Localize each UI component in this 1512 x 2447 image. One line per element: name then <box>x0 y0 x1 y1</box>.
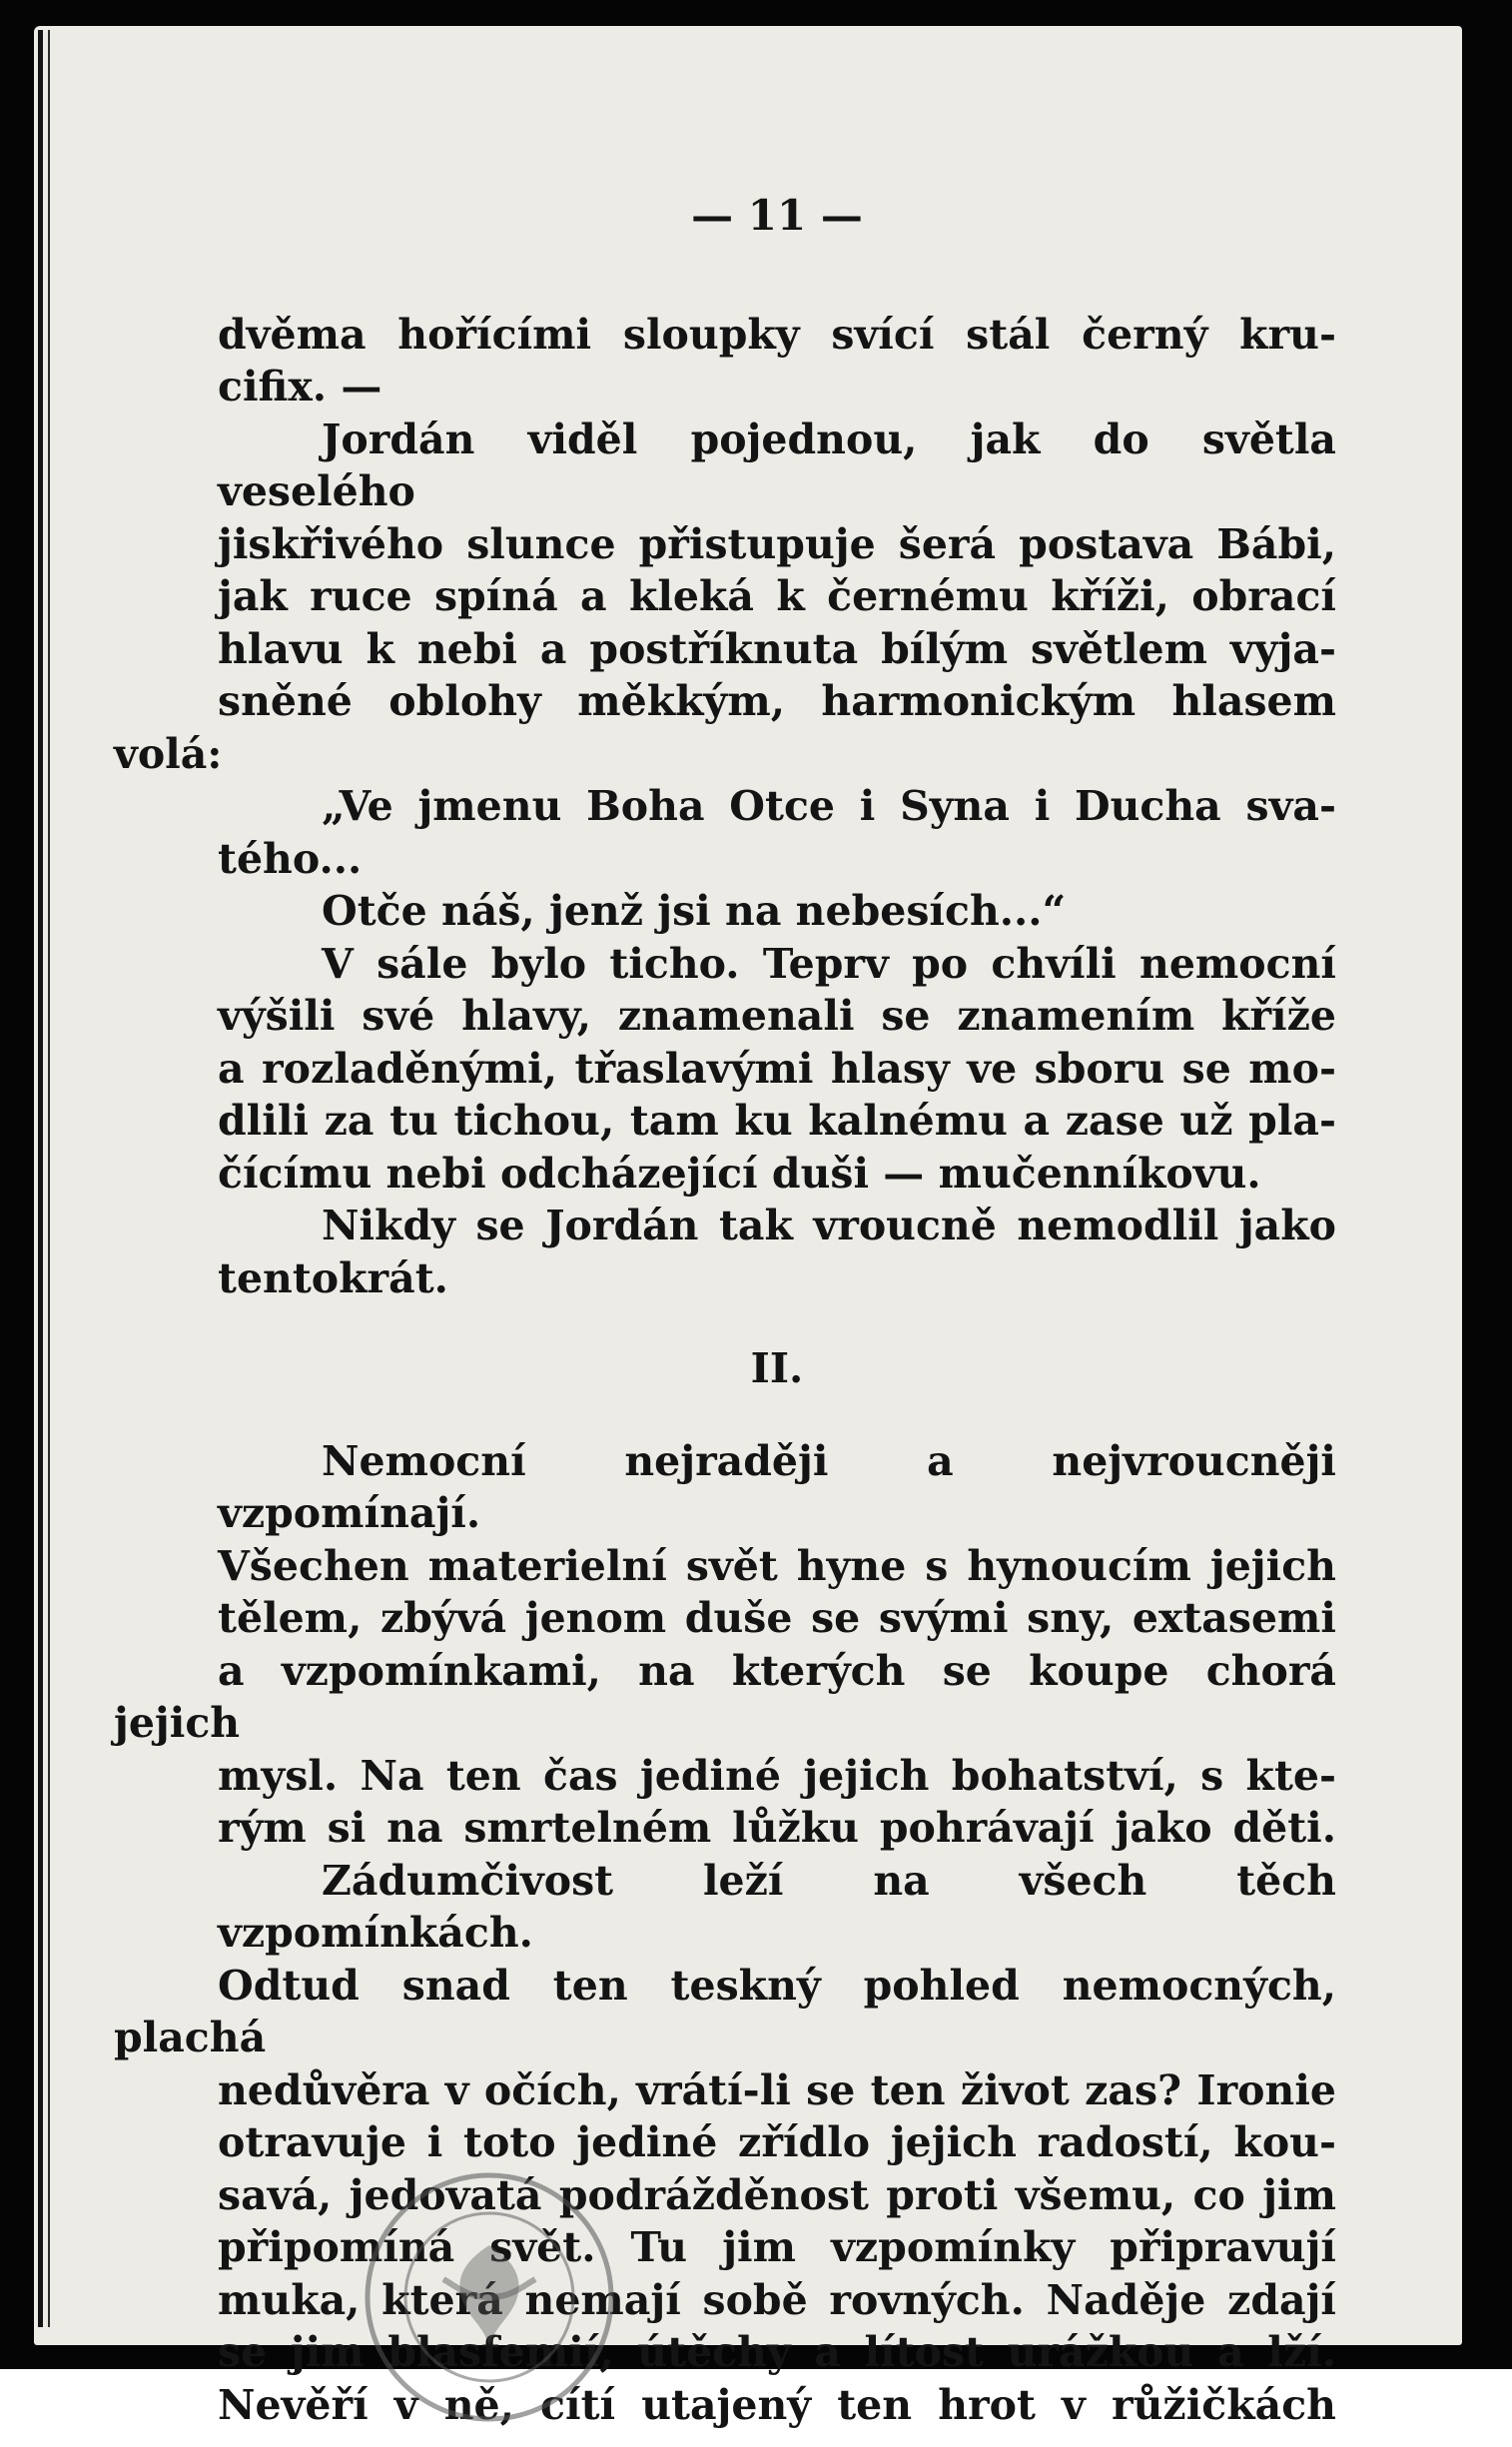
text-line: Nevěří v ně, cítí utajený ten hrot v růžičkách <box>218 2380 1336 2429</box>
page-number: — 11 — <box>691 191 863 240</box>
text-line: jiskřivého slunce přistupuje šerá postava Bábi, <box>218 519 1336 568</box>
paragraph <box>218 938 1336 1201</box>
text-line: sněné oblohy měkkým, harmonickým hlasem volá: <box>114 677 1336 778</box>
text-line: V sále bylo ticho. Teprv po chvíli nemocní <box>322 939 1336 988</box>
text-line: čícímu nebi odcházející duši — mučenníkovu. <box>218 1149 1261 1198</box>
text-line: a vzpomínkami, na kterých se koupe chorá jejich <box>114 1646 1336 1747</box>
text-line: dlili za tu tichou, tam ku kalnému a zase už pla- <box>218 1097 1336 1145</box>
text-line: tělem, zbývá jenom duše se svými sny, extasemi <box>218 1594 1336 1642</box>
text-line: jak ruce spíná a kleká k černému kříži, obrací <box>218 572 1336 620</box>
text-line: dvěma hořícími sloupky svící stál černý kru- <box>218 310 1336 359</box>
binding-edge <box>38 30 43 2327</box>
paragraph <box>114 413 1336 781</box>
page-text <box>114 190 1336 2431</box>
text-line: Zádumčivost leží na všech těch vzpomínkách. <box>218 1856 1336 1957</box>
text-line: rým si na smrtelném lůžku pohrávají jako děti. <box>218 1804 1336 1852</box>
text-line: „Ve jmenu Boha Otce i Syna i Ducha sva- <box>322 782 1336 830</box>
paragraph <box>218 885 1336 938</box>
text-line: se jim blasfemií, útěchy a lítost urážkou a lží. <box>218 2328 1336 2376</box>
paragraph <box>218 309 1336 413</box>
text-line: Nemocní nejraději a nejvroucněji vzpomínají. <box>218 1436 1336 1537</box>
text-line: výšili své hlavy, znamenali se znamením kříže <box>218 992 1336 1040</box>
text-line: připomíná svět. Tu jim vzpomínky připravují <box>218 2223 1336 2271</box>
text-line: cifix. — <box>218 363 382 410</box>
text-line: a rozladěnými, třaslavými hlasy ve sboru se mo- <box>218 1044 1336 1093</box>
paragraph <box>218 1200 1336 1304</box>
text-line: otravuje i toto jediné zřídlo jejich radostí, kou- <box>218 2118 1336 2166</box>
text-line: Jordán viděl pojednou, jak do světla veselého <box>218 414 1336 515</box>
paragraph <box>218 780 1336 885</box>
text-line: Otče náš, jenž jsi na nebesích...“ <box>322 887 1067 935</box>
text-line: Všechen materielní svět hyne s hynoucím jejich <box>218 1541 1336 1590</box>
text-line: tého... <box>218 834 363 883</box>
section-heading: II. <box>750 1344 804 1392</box>
text-line: Odtud snad ten teskný pohled nemocných, plachá <box>114 1961 1336 2061</box>
text-line: tentokrát. <box>218 1253 448 1302</box>
text-line: mysl. Na ten čas jediné jejich bohatství, s kte- <box>218 1751 1336 1800</box>
text-line: nedůvěra v očích, vrátí-li se ten život zas? Ironie <box>218 2065 1336 2114</box>
text-line: savá, jedovatá podrážděnost proti všemu, co jim <box>218 2170 1336 2219</box>
paragraph <box>114 1435 1336 1855</box>
text-line: Nikdy se Jordán tak vroucně nemodlil jako <box>322 1202 1336 1249</box>
library-stamp <box>340 2147 639 2447</box>
text-line: muka, která nemají sobě rovných. Naděje zdají <box>218 2275 1336 2324</box>
text-line: hlavu k nebi a postříknuta bílým světlem vyja- <box>218 624 1336 673</box>
binding-edge-inner <box>48 30 50 2327</box>
